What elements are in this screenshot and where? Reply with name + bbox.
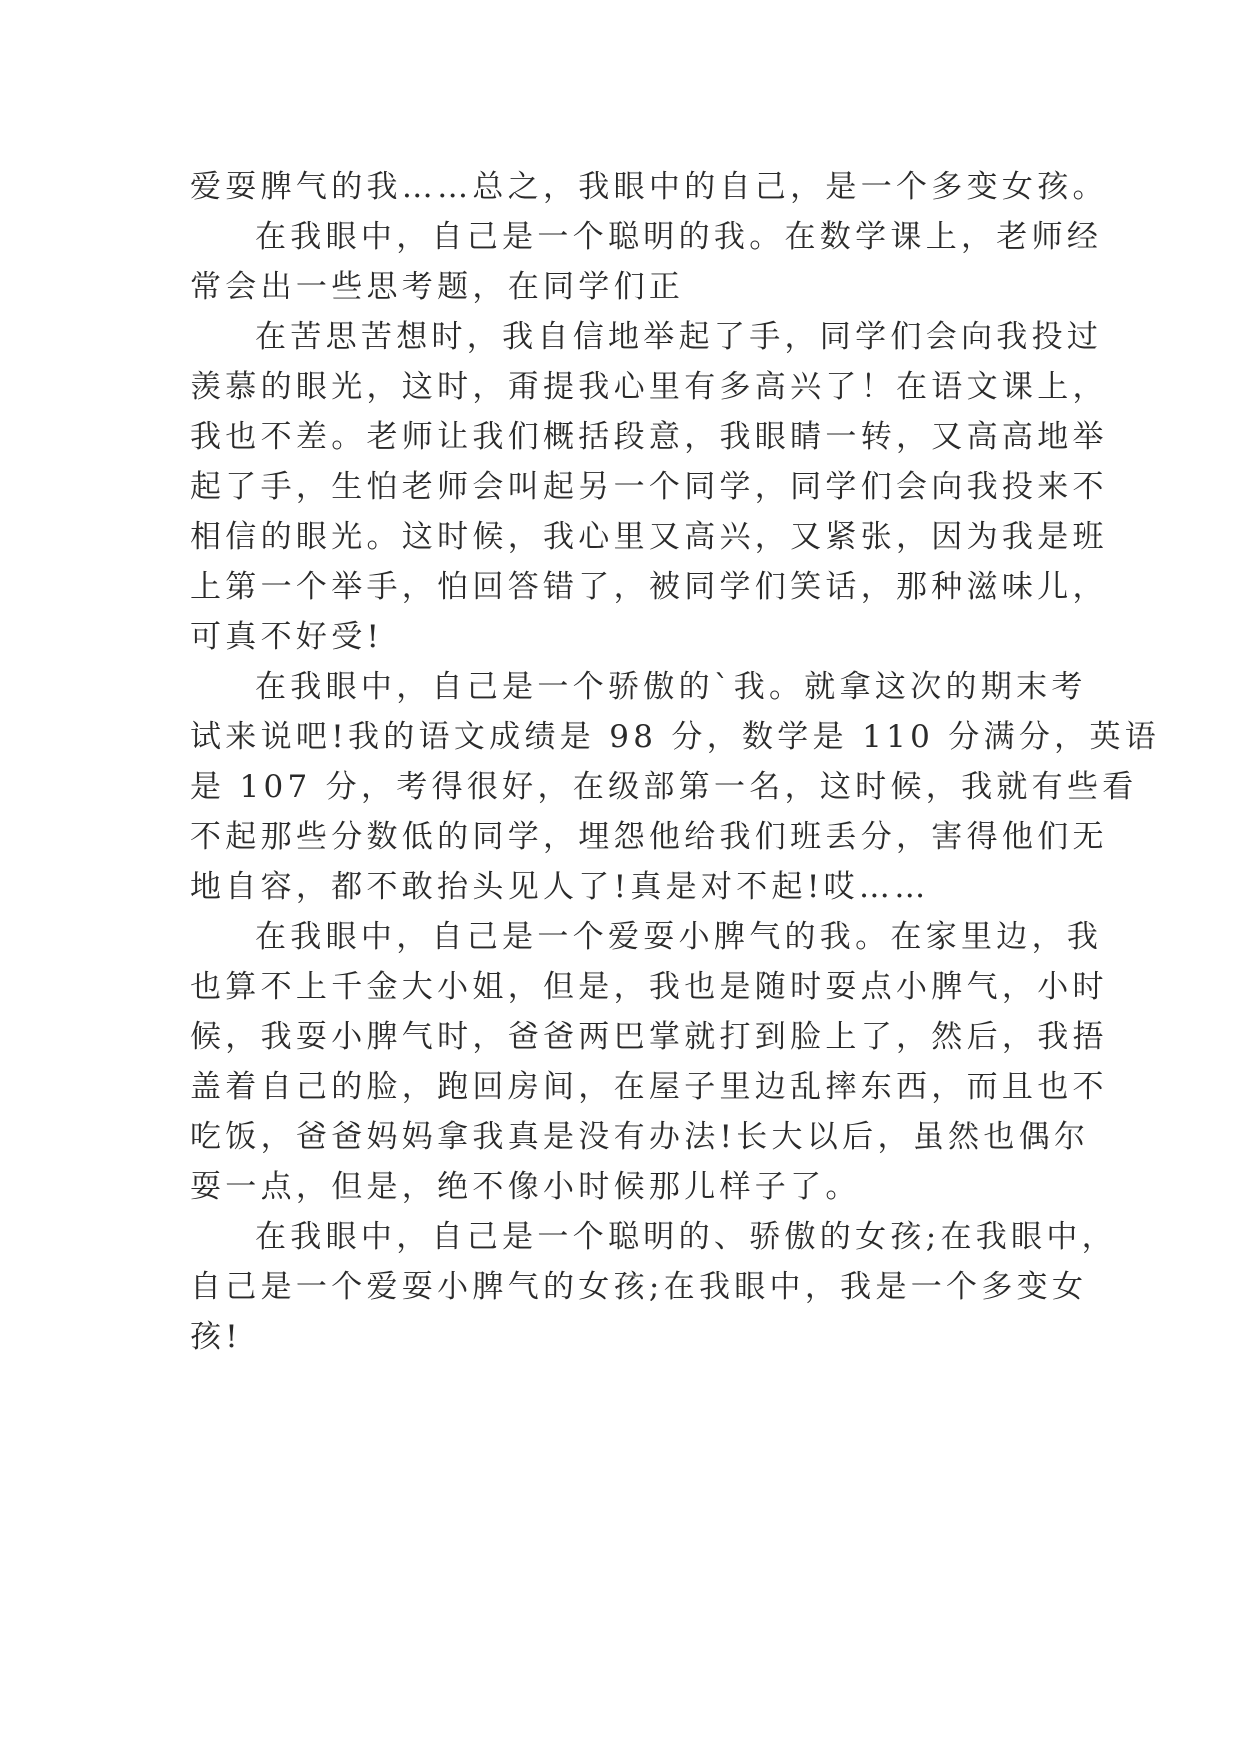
text-line: 也算不上千金大小姐，但是，我也是随时耍点小脾气，小时	[190, 969, 1108, 1005]
text-line: 羡慕的眼光，这时，甭提我心里有多高兴了！在语文课上，	[190, 369, 1108, 405]
text-line: 常会出一些思考题，在同学们正	[190, 269, 685, 305]
text-line: 我也不差。老师让我们概括段意，我眼睛一转，又高高地举	[190, 419, 1108, 455]
text-line: 在苦思苦想时，我自信地举起了手，同学们会向我投过	[255, 319, 1103, 355]
text-line: 相信的眼光。这时候，我心里又高兴，又紧张，因为我是班	[190, 519, 1108, 555]
text-line: 自己是一个爱耍小脾气的女孩;在我眼中，我是一个多变女	[190, 1269, 1088, 1305]
text-line: 地自容，都不敢抬头见人了!真是对不起!哎……	[190, 869, 930, 905]
text-line: 试来说吧!我的语文成绩是 98 分，数学是 110 分满分，英语	[190, 719, 1161, 755]
text-line: 起了手，生怕老师会叫起另一个同学，同学们会向我投来不	[190, 469, 1108, 505]
text-line: 不起那些分数低的同学，埋怨他给我们班丢分，害得他们无	[190, 819, 1108, 855]
text-line: 在我眼中，自己是一个爱耍小脾气的我。在家里边，我	[255, 919, 1103, 955]
text-line: 在我眼中，自己是一个聪明的我。在数学课上，老师经	[255, 219, 1103, 255]
text-line: 耍一点，但是，绝不像小时候那儿样子了。	[190, 1169, 861, 1205]
text-line: 候，我耍小脾气时，爸爸两巴掌就打到脸上了，然后，我捂	[190, 1019, 1108, 1055]
text-line: 吃饭，爸爸妈妈拿我真是没有办法!长大以后，虽然也偶尔	[190, 1119, 1090, 1155]
text-line: 爱耍脾气的我……总之，我眼中的自己，是一个多变女孩。	[190, 169, 1108, 205]
text-line: 在我眼中，自己是一个聪明的、骄傲的女孩;在我眼中，	[255, 1219, 1117, 1255]
text-line: 孩!	[190, 1319, 243, 1355]
text-line: 盖着自己的脸，跑回房间，在屋子里边乱摔东西，而且也不	[190, 1069, 1108, 1105]
text-line: 上第一个举手，怕回答错了，被同学们笑话，那种滋味儿，	[190, 569, 1108, 605]
text-line: 可真不好受!	[190, 619, 384, 655]
text-line: 是 107 分，考得很好，在级部第一名，这时候，我就有些看	[190, 769, 1138, 805]
text-line: 在我眼中，自己是一个骄傲的`我。就拿这次的期末考	[255, 669, 1087, 705]
